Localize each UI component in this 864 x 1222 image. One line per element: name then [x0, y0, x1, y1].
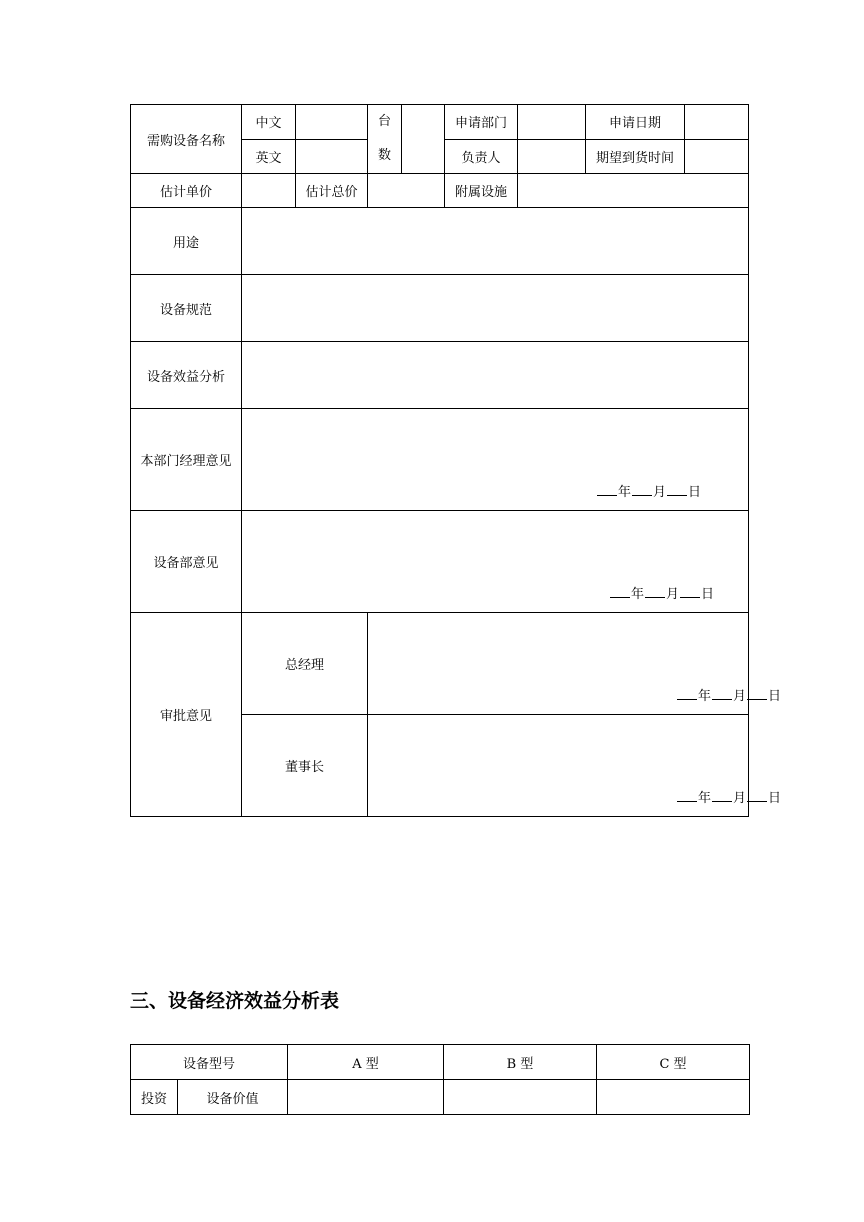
equipment-purchase-form — [130, 104, 782, 817]
month-label: 月 — [733, 689, 747, 704]
english-name-field[interactable] — [296, 139, 368, 174]
quantity-label-char-2: 数 — [377, 148, 391, 163]
month-blank[interactable] — [712, 791, 732, 802]
month-label: 月 — [733, 791, 747, 806]
year-label: 年 — [698, 689, 712, 704]
person-in-charge-field[interactable] — [518, 139, 586, 174]
year-blank[interactable] — [597, 485, 617, 496]
date-line — [676, 787, 781, 806]
accessories-field[interactable] — [518, 174, 749, 208]
chinese-label: 中文 — [242, 105, 296, 140]
unit-price-label: 估计单价 — [131, 174, 242, 208]
quantity-label — [368, 105, 402, 174]
model-a-header: A 型 — [288, 1045, 444, 1080]
chairman-label-text: 董事长 — [284, 760, 324, 775]
equipment-dept-opinion-field[interactable] — [242, 511, 749, 613]
model-c-header: C 型 — [597, 1045, 750, 1080]
year-blank[interactable] — [677, 791, 697, 802]
accessories-label: 附属设施 — [445, 174, 518, 208]
day-blank[interactable] — [747, 791, 767, 802]
chinese-name-field[interactable] — [296, 105, 368, 140]
day-blank[interactable] — [680, 587, 700, 598]
month-blank[interactable] — [645, 587, 665, 598]
model-b-value-field[interactable] — [444, 1080, 597, 1115]
dept-field[interactable] — [518, 105, 586, 140]
spec-label: 设备规范 — [131, 275, 242, 342]
equipment-value-label: 设备价值 — [178, 1080, 288, 1115]
expected-arrival-label: 期望到货时间 — [586, 139, 685, 174]
benefit-label: 设备效益分析 — [131, 342, 242, 409]
model-b-header: B 型 — [444, 1045, 597, 1080]
date-line — [609, 583, 714, 602]
year-label: 年 — [698, 791, 712, 806]
day-label: 日 — [688, 485, 702, 500]
model-a-value-field[interactable] — [288, 1080, 444, 1115]
date-line — [676, 685, 781, 704]
purpose-label: 用途 — [131, 208, 242, 275]
chairman-label — [242, 715, 368, 817]
year-label: 年 — [631, 587, 645, 602]
month-blank[interactable] — [632, 485, 652, 496]
investment-label: 投资 — [131, 1080, 178, 1115]
chairman-opinion-field[interactable] — [368, 715, 782, 817]
dept-manager-opinion-label: 本部门经理意见 — [131, 409, 242, 511]
month-blank[interactable] — [712, 689, 732, 700]
model-label: 设备型号 — [131, 1045, 288, 1080]
benefit-field[interactable] — [242, 342, 749, 409]
date-line — [596, 481, 701, 500]
economic-benefit-table — [130, 1044, 750, 1115]
day-label: 日 — [768, 791, 782, 806]
dept-label: 申请部门 — [445, 105, 518, 140]
month-label: 月 — [666, 587, 680, 602]
general-manager-label — [242, 613, 368, 715]
general-manager-opinion-field[interactable] — [368, 613, 782, 715]
year-blank[interactable] — [610, 587, 630, 598]
equipment-dept-opinion-label: 设备部意见 — [131, 511, 242, 613]
spec-field[interactable] — [242, 275, 749, 342]
dept-manager-opinion-field[interactable] — [242, 409, 749, 511]
apply-date-label: 申请日期 — [586, 105, 685, 140]
expected-arrival-field[interactable] — [685, 139, 749, 174]
general-manager-label-text: 总经理 — [284, 658, 324, 673]
section-title: 三、设备经济效益分析表 — [130, 990, 340, 1012]
day-blank[interactable] — [667, 485, 687, 496]
year-label: 年 — [618, 485, 632, 500]
purpose-field[interactable] — [242, 208, 749, 275]
year-blank[interactable] — [677, 689, 697, 700]
equipment-name-label: 需购设备名称 — [131, 105, 242, 174]
unit-price-field[interactable] — [242, 174, 296, 208]
quantity-label-char-1: 台 — [377, 114, 391, 129]
month-label: 月 — [653, 485, 667, 500]
day-label: 日 — [768, 689, 782, 704]
english-label: 英文 — [242, 139, 296, 174]
total-price-label: 估计总价 — [296, 174, 368, 208]
apply-date-field[interactable] — [685, 105, 749, 140]
quantity-field[interactable] — [402, 105, 445, 174]
person-in-charge-label: 负责人 — [445, 139, 518, 174]
model-c-value-field[interactable] — [597, 1080, 750, 1115]
total-price-field[interactable] — [368, 174, 445, 208]
day-blank[interactable] — [747, 689, 767, 700]
approval-opinion-label: 审批意见 — [131, 613, 242, 817]
day-label: 日 — [701, 587, 715, 602]
